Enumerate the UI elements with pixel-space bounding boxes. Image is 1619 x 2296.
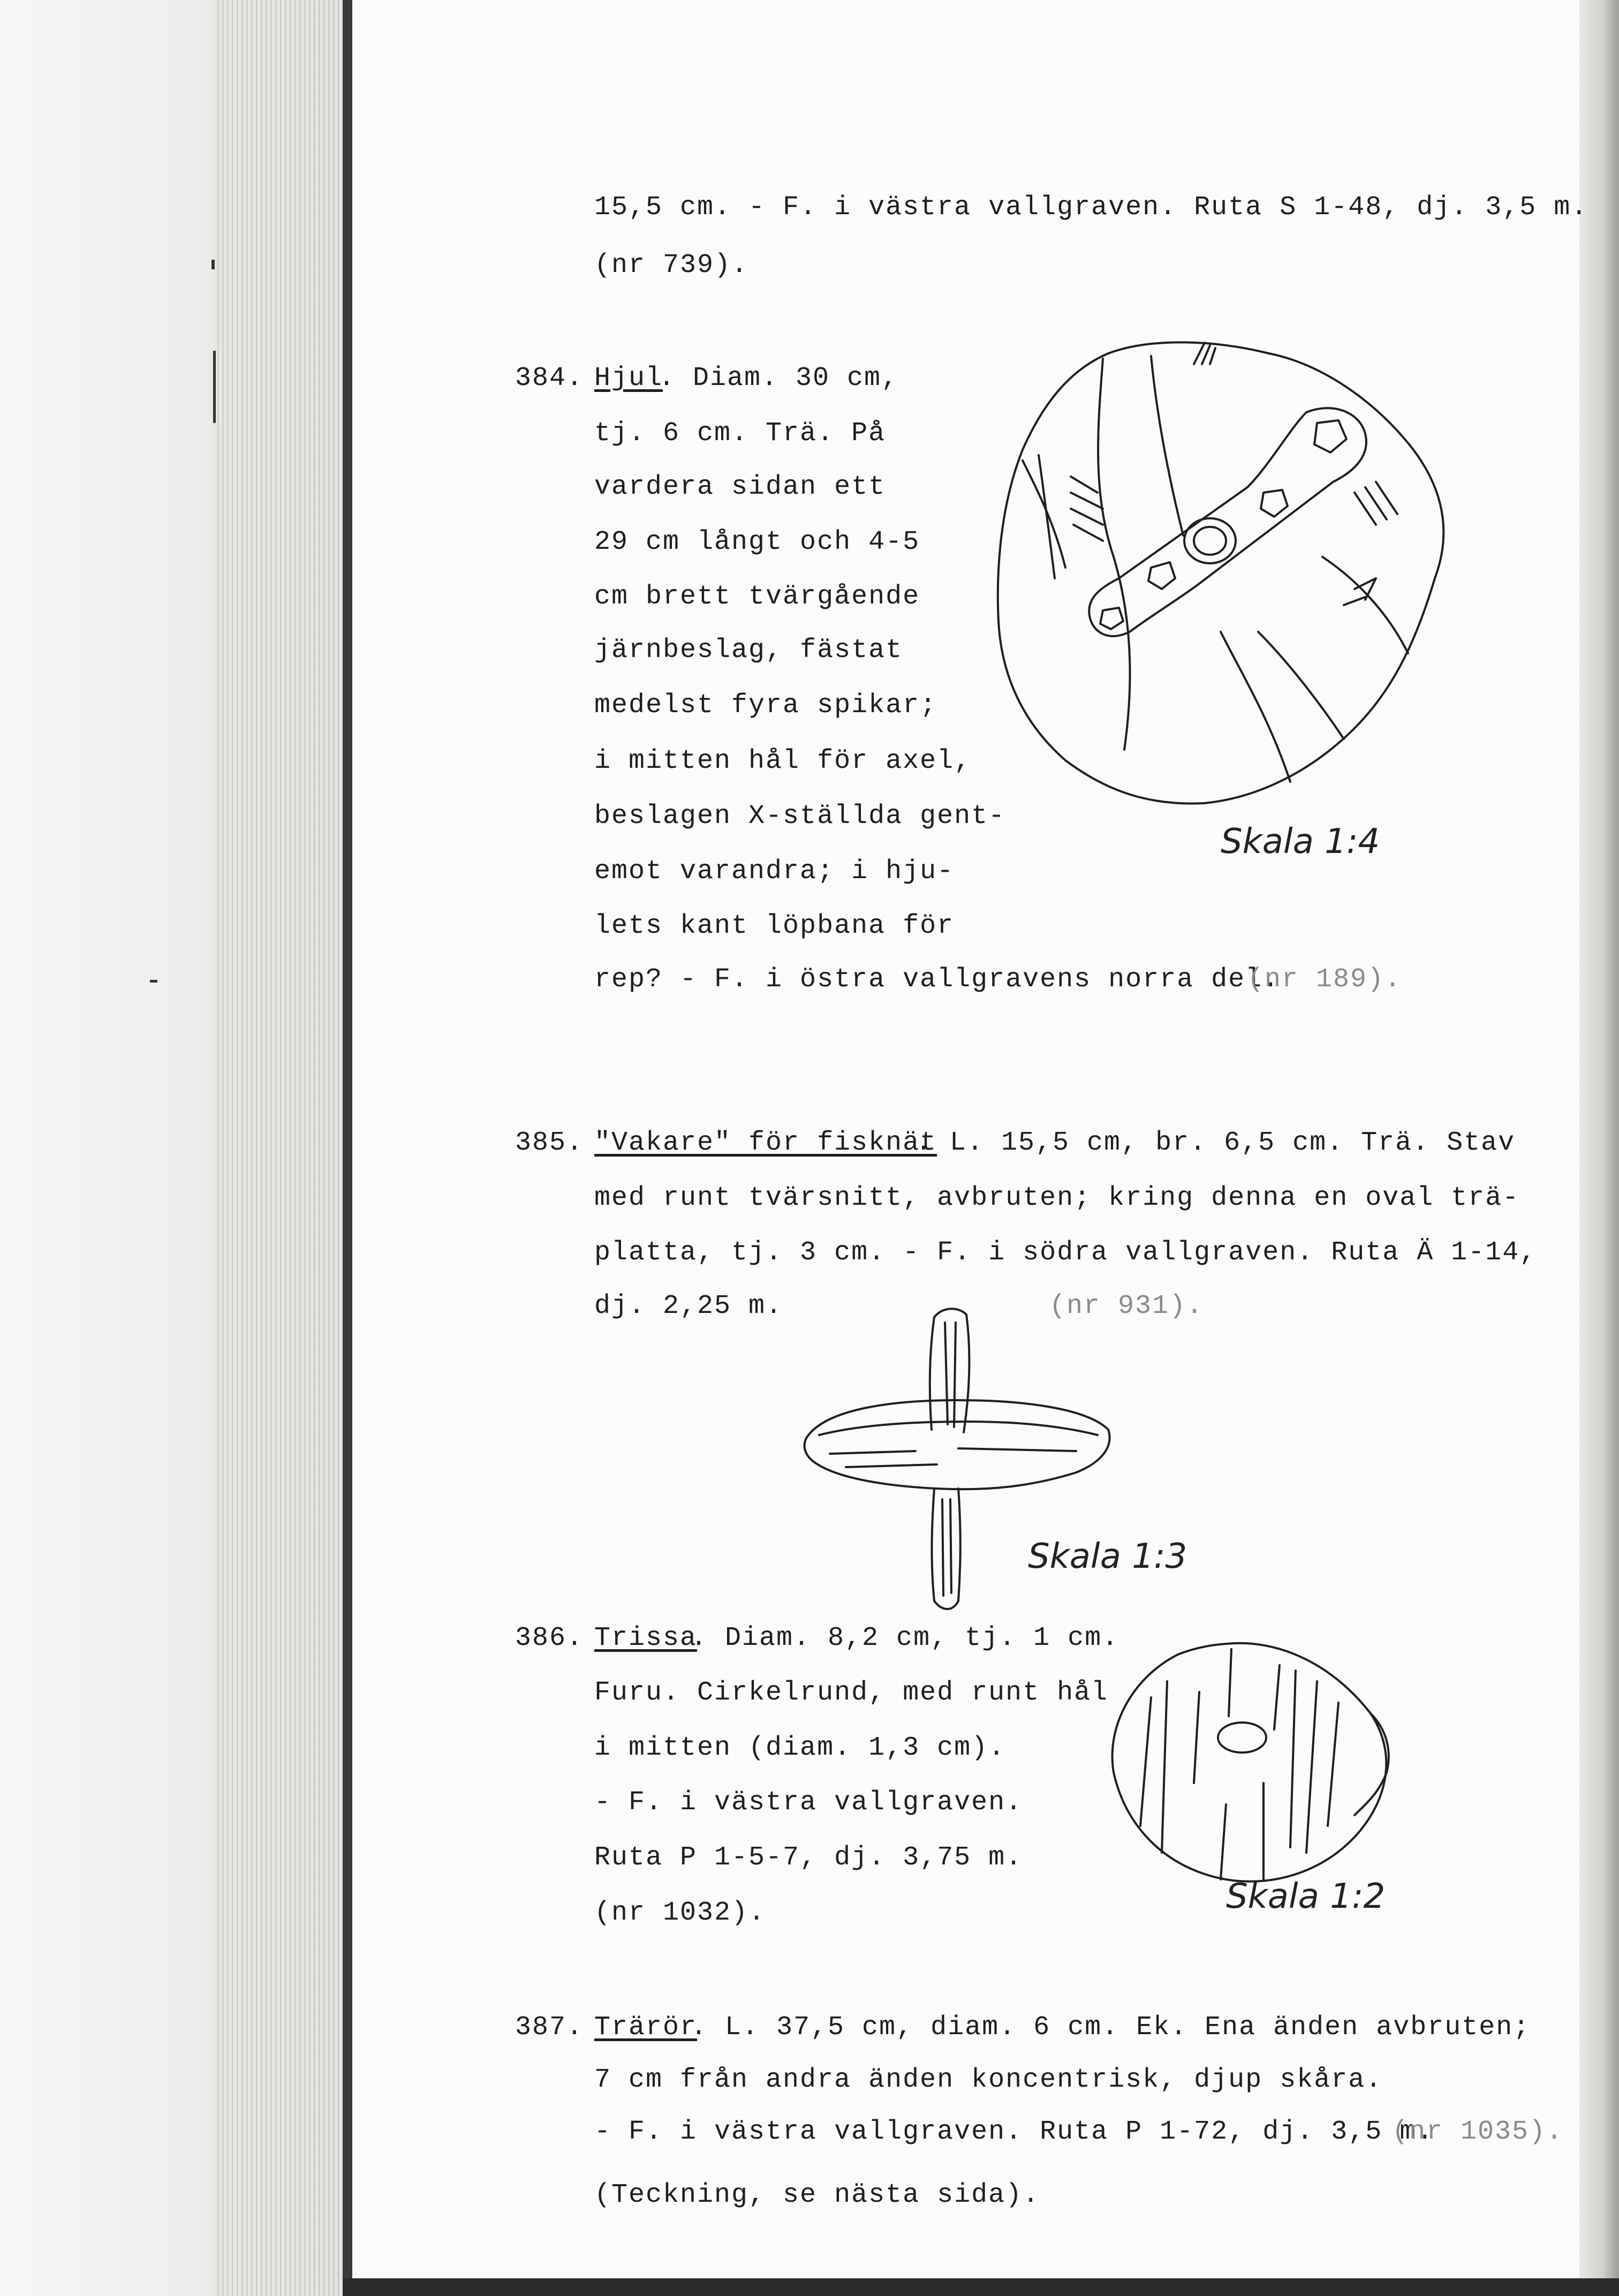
wheel-drawing [990,332,1451,814]
wheel-hatching [1194,343,1215,364]
entry-385-line: dj. 2,25 m. [594,1291,783,1321]
margin-mark [211,260,215,269]
entry-384-line: beslagen X-ställda gent- [594,801,1006,832]
entry-386-line: Ruta P 1-5-7, dj. 3,75 m. [594,1842,1023,1873]
wheel-plank-line [1098,359,1130,750]
entry-384-line: cm brett tvärgående [594,581,920,612]
stave-grain [945,1323,956,1427]
entry-384-line: rep? - F. i östra vallgravens norra del. [594,964,1280,995]
entry-384-line: järnbeslag, fästat [594,635,903,666]
entry-384-number: 384. [515,363,584,394]
float-plate-top [819,1422,1098,1435]
margin-mark [213,351,216,423]
entry-384-scale: Skala 1:4 [1221,822,1380,862]
entry-384-line: lets kant löpbana för [594,911,955,941]
entry-384-title: Hjul [594,363,663,394]
right-page-edge [1579,0,1619,2296]
wheel-outline [998,342,1444,803]
entry-387-line: 7 cm från andra änden koncentrisk, djup skåra. [594,2065,1383,2095]
entry-384-line: i mitten hål för axel, [594,746,972,776]
nail-hole [1148,562,1175,589]
wheel-plank-line [1322,557,1408,653]
net-float-drawing [798,1301,1119,1622]
entry-385-line: platta, tj. 3 cm. - F. i södra vallgraven. Ruta Ä 1-14, [594,1237,1537,1268]
page-stack [214,0,343,2296]
entry-386-line: i mitten (diam. 1,3 cm). [594,1733,1006,1763]
entry-386-line: . Diam. 8,2 cm, tj. 1 cm. [691,1623,1119,1653]
entry-386-scale: Skala 1:2 [1226,1877,1386,1916]
wheel-plank-line [1023,460,1065,568]
entry-384-line: tj. 6 cm. Trä. På [594,418,886,449]
entry-384-line: 29 cm långt och 4-5 [594,527,920,557]
entry-385-scale: Skala 1:3 [1028,1537,1187,1576]
entry-387-line: . L. 37,5 cm, diam. 6 cm. Ek. Ena änden avbruten; [691,2012,1531,2043]
margin-mark [150,980,157,983]
float-grain [830,1448,1076,1467]
entry-386-line: - F. i västra vallgraven. [594,1787,1023,1818]
wheel-plank-line [1258,632,1344,739]
float-plate [805,1400,1110,1489]
entry-387-title: Trärör [594,2012,698,2043]
nail-hole [1100,608,1123,629]
entry-387-reference: (nr 1035). [1392,2117,1564,2147]
nail-hole [1314,420,1346,452]
book-spine [343,0,352,2296]
entry-386-title: Trissa [594,1623,698,1653]
axle-hole-inner [1194,527,1226,555]
entry-384-line: medelst fyra spikar; [594,690,937,721]
disc-outline [1113,1643,1387,1882]
entry-387-line: (Teckning, se nästa sida). [594,2180,1040,2210]
entry-387-number: 387. [515,2012,584,2043]
entry-384-line: . Diam. 30 cm, [659,363,899,394]
entry-386-line: Furu. Cirkelrund, med runt hål [594,1678,1109,1708]
wheel-hatching [1071,477,1103,541]
stave-top [930,1309,970,1432]
entry-385-title: "Vakare" för fisknät [594,1128,937,1158]
pulley-disc-drawing [1103,1622,1397,1901]
bottom-shadow [343,2278,1619,2296]
entry-385-line: med runt tvärsnitt, avbruten; kring denna en oval trä- [594,1183,1520,1213]
stave-bottom [932,1489,960,1609]
entry-384-line: vardera sidan ett [594,472,886,502]
entry-385-number: 385. [515,1128,584,1158]
nail-hole [1261,490,1288,517]
wheel-plank-line [1151,356,1183,535]
stave-grain [942,1499,951,1596]
axle-hole [1184,518,1236,563]
entry-386-line: (nr 1032). [594,1898,766,1928]
wheel-plank-line [1039,455,1055,578]
continuation-line-2: (nr 739). [594,250,749,281]
iron-strap [1089,408,1366,636]
continuation-line-1: 15,5 cm. - F. i västra vallgraven. Ruta S 1-48, dj. 3,5 m. [594,192,1588,223]
entry-385-reference: (nr 931). [1049,1291,1204,1321]
wheel-hatching [1355,482,1397,525]
wheel-detail [1344,578,1376,605]
entry-386-number: 386. [515,1623,584,1653]
disc-rim [1355,1713,1389,1815]
disc-grain [1140,1649,1338,1879]
disc-center-hole [1218,1723,1266,1753]
entry-384-reference: (nr 189). [1247,964,1402,995]
entry-384-line: emot varandra; i hju- [594,856,955,887]
entry-387-line: - F. i västra vallgraven. Ruta P 1-72, dj. 3,5 m. [594,2117,1434,2147]
entry-385-line: . L. 15,5 cm, br. 6,5 cm. Trä. Stav [916,1128,1516,1158]
